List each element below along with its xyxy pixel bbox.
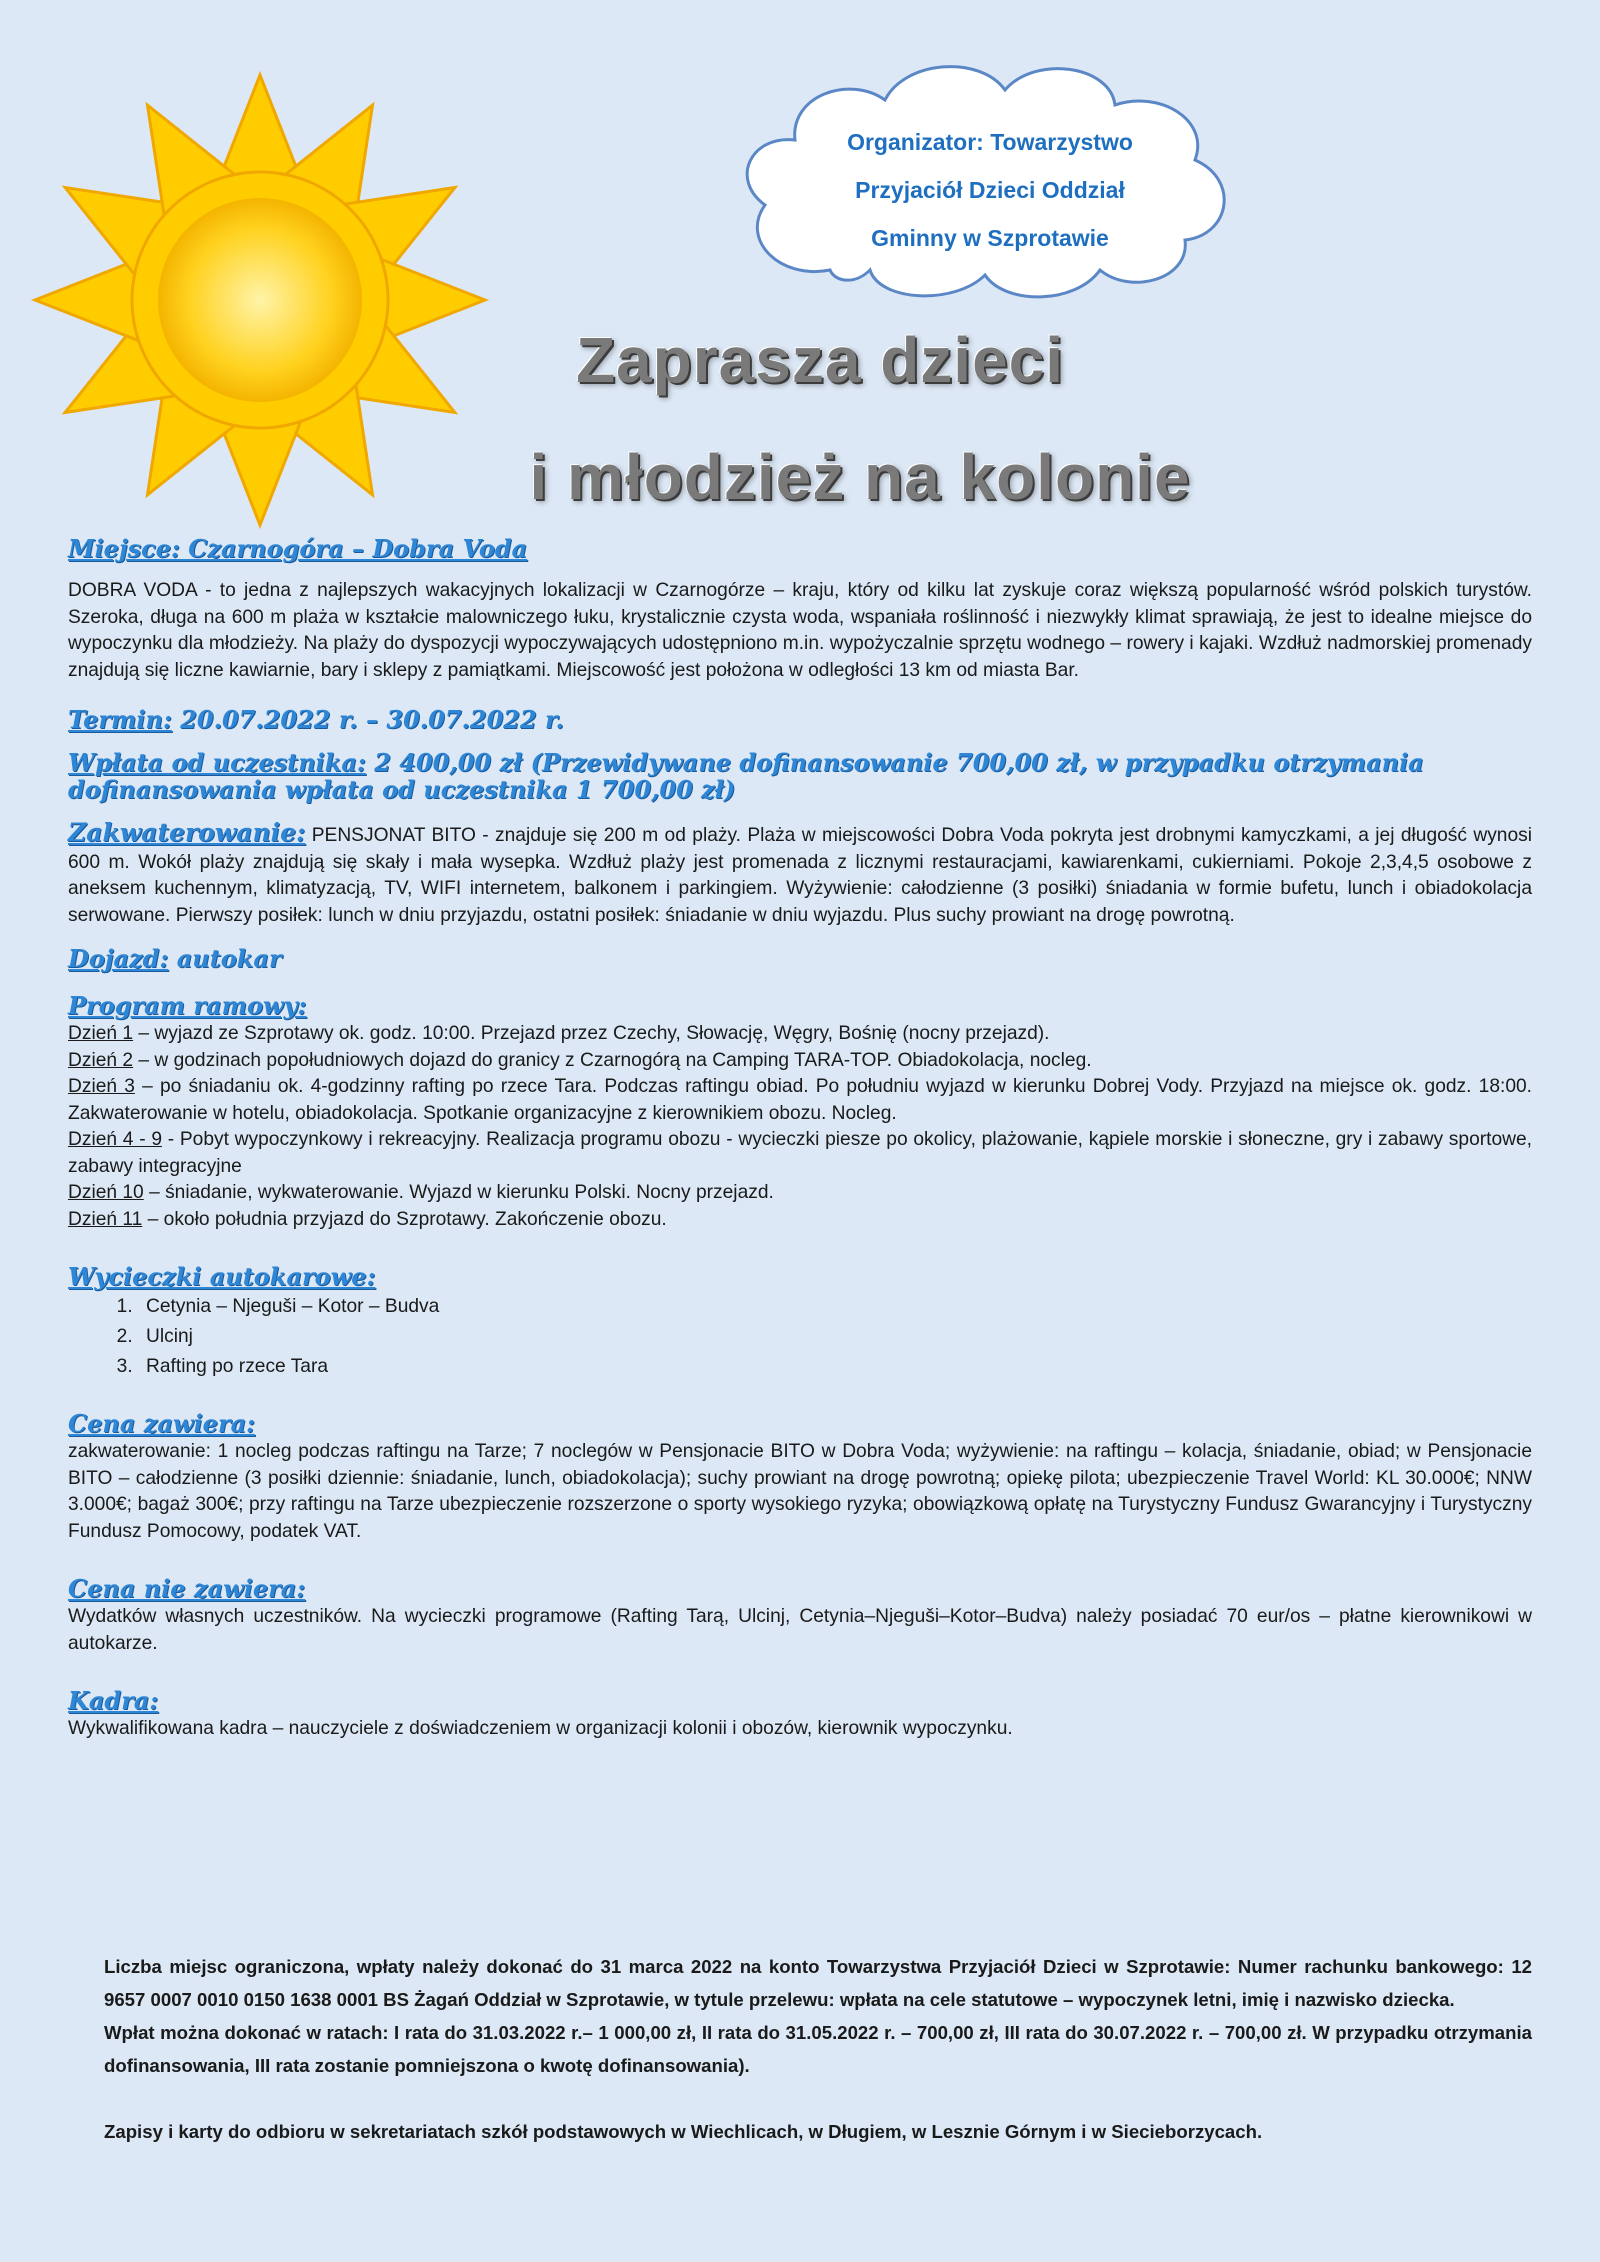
footer-payment-info: Liczba miejsc ograniczona, wpłaty należy dokonać do 31 marca 2022 na konto Towarzystwa Przyjaciół Dzieci w Szprotawie: Numer rachunku bankowego: 12 9657 0007 0010 0150 1638 0001 BS Żagań Oddział w Szprotawie, w tytule przelewu: wpłata na cele statutowe – wypoczynek letni, imię i nazwisko dziecka. bbox=[104, 1956, 1532, 2010]
sun-illustration bbox=[20, 60, 500, 540]
program-day-text: – po śniadaniu ok. 4-godzinny rafting po rzece Tara. Podczas raftingu obiad. Po południu wyjazd w kierunku Dobrej Vody. Przyjazd na miejsce ok. godz. 18:00. Zakwaterowanie w hotelu, obiadokolacja. Spotkanie organizacyjne z kierownikiem obozu. Nocleg. bbox=[68, 1076, 1533, 1124]
excludes-heading: Cena nie zawiera: bbox=[68, 1574, 306, 1603]
program-list bbox=[68, 1021, 1532, 1233]
program-day-text: – wyjazd ze Szprotawy ok. godz. 10:00. Przejazd przez Czechy, Słowację, Węgry, Bośnię (nocny przejazd). bbox=[133, 1023, 1050, 1044]
list-item: 3. Rafting po rzece Tara bbox=[138, 1352, 1532, 1382]
program-day-text: – około południa przyjazd do Szprotawy. Zakończenie obozu. bbox=[142, 1208, 667, 1230]
program-day-label: Dzień 11 bbox=[68, 1208, 143, 1230]
accommodation-text: PENSJONAT BITO - znajduje się 200 m od plaży. Plaża w miejscowości Dobra Voda pokryta jest drobnymi kamyczkami, a jej długość wynosi 600 m. Wokół plaży znajdują się skały i mała wysepka. Wzdłuż plaży jest promenada z licznymi restauracjami, kawiarenkami, cukierniami. Pokoje 2,3,4,5 osobowe z aneksem kuchennym, klimatyzacją, TV, WIFI internetem, balkonem i parkingiem. Wyżywienie: całodzienne (3 posiłki) śniadania w formie bufetu, lunch i obiadokolacja serwowane. Pierwszy posiłek: lunch w dniu przyjazdu, ostatni posiłek: śniadanie w dniu wyjazdu. Plus suchy prowiant na drogę powrotną. bbox=[68, 825, 1532, 926]
place-description: DOBRA VODA - to jedna z najlepszych wakacyjnych lokalizacji w Czarnogórze – kraju, który od kilku lat zyskuje coraz większą popularność wśród polskich turystów. Szeroka, długa na 600 m plaża w kształcie malowniczego łuku, krystalicznie czysta woda, wspaniała roślinność i niezwykły klimat sprawiają, że jest to idealne miejsce do wypoczynku dla młodzieży. Na plaży do dyspozycji wypoczywających udostępniono m.in. wypożyczalnie sprzętu wodnego – rowery i kajaki. Wzdłuż nadmorskiej promenady znajdują się liczne kawiarnie, bary i sklepy z pamiątkami. Miejscowość jest położona w odległości 13 km od miasta Bar. bbox=[68, 580, 1532, 681]
term-value: 20.07.2022 r. – 30.07.2022 r. bbox=[180, 705, 564, 734]
footer-installments: Wpłat można dokonać w ratach: I rata do 31.03.2022 r.– 1 000,00 zł, II rata do 31.05.2022 r. – 700,00 zł, III rata do 30.07.2022 r. – 700,00 zł. W przypadku otrzymania dofinansowania, III rata zostanie pomniejszona o kwotę dofinansowania). bbox=[104, 2022, 1532, 2076]
footer-registration: Zapisy i karty do odbioru w sekretariatach szkół podstawowych w Wiechlicach, w Długiem, w Lesznie Górnym i w Siecieborzycach. bbox=[104, 2121, 1263, 2142]
transport-value: autokar bbox=[176, 944, 282, 973]
excludes-text: Wydatków własnych uczestników. Na wycieczki programowe (Rafting Tarą, Ulcinj, Cetynia–Njeguši–Kotor–Budva) należy posiadać 70 eur/os – płatne kierownikowi w autokarze. bbox=[68, 1606, 1532, 1654]
staff-heading: Kadra: bbox=[68, 1686, 159, 1715]
program-day-label: Dzień 4 - 9 bbox=[68, 1129, 162, 1150]
program-day bbox=[68, 1021, 1532, 1048]
accommodation-label: Zakwaterowanie: bbox=[68, 818, 306, 847]
list-item: 1. Cetynia – Njeguši – Kotor – Budva bbox=[138, 1292, 1532, 1322]
trips-heading: Wycieczki autokarowe: bbox=[68, 1262, 376, 1291]
transport-heading bbox=[68, 945, 1532, 972]
program-day-text: - Pobyt wypoczynkowy i rekreacyjny. Realizacja programu obozu - wycieczki piesze po okolicy, plażowanie, kąpiele morskie i słoneczne, gry i zabawy sportowe, zabawy integracyjne bbox=[68, 1129, 1532, 1177]
payment-label: Wpłata od uczestnika: bbox=[68, 748, 366, 777]
program-day bbox=[68, 1207, 1532, 1234]
program-day bbox=[68, 1127, 1532, 1180]
program-day bbox=[68, 1180, 1532, 1207]
payment-value: 2 400,00 zł (Przewidywane dofinansowanie 700,00 zł, w przypadku otrzymania dofinansowania wpłata od uczestnika 1 700,00 zł) bbox=[68, 748, 1424, 804]
includes-text: zakwaterowanie: 1 nocleg podczas raftingu na Tarze; 7 noclegów w Pensjonacie BITO w Dobra Voda; wyżywienie: na raftingu – kolacja, śniadanie, obiad; w Pensjonacie BITO – całodzienne (3 posiłki dziennie: śniadanie, lunch, obiadokolacja); suchy prowiant na drogę powrotną; opiekę pilota; ubezpieczenie Travel World: KL 30.000€; NNW 3.000€; bagaż 300€; przy raftingu na Tarze ubezpieczenie rozszerzone o sporty wysokiego ryzyka; obowiązkową opłatę na Turystyczny Fundusz Gwarancyjny i Turystyczny Fundusz Pomocowy, podatek VAT. bbox=[68, 1441, 1532, 1542]
program-heading: Program ramowy: bbox=[68, 991, 307, 1020]
place-heading: Miejsce: Czarnogóra – Dobra Voda bbox=[68, 534, 528, 563]
page-title-line1: Zaprasza dzieci bbox=[575, 324, 1065, 396]
program-day-label: Dzień 3 bbox=[68, 1076, 135, 1097]
program-day bbox=[68, 1074, 1532, 1127]
program-day bbox=[68, 1048, 1532, 1075]
program-day-text: – w godzinach popołudniowych dojazd do granicy z Czarnogórą na Camping TARA-TOP. Obiadokolacja, nocleg. bbox=[133, 1049, 1092, 1071]
organizer-text bbox=[800, 118, 1180, 262]
staff-text: Wykwalifikowana kadra – nauczyciele z doświadczeniem w organizacji kolonii i obozów, kierownik wypoczynku. bbox=[68, 1718, 1013, 1739]
program-day-label: Dzień 10 bbox=[68, 1182, 144, 1203]
page-title-line2: i młodzież na kolonie bbox=[529, 441, 1191, 513]
program-day-text: – śniadanie, wykwaterowanie. Wyjazd w kierunku Polski. Nocny przejazd. bbox=[143, 1182, 774, 1203]
program-day-label: Dzień 1 bbox=[68, 1023, 134, 1044]
organizer-line: Organizator: Towarzystwo bbox=[847, 129, 1133, 155]
organizer-line: Przyjaciół Dzieci Oddział bbox=[855, 177, 1125, 203]
footer-notice bbox=[104, 1950, 1532, 2148]
main-content bbox=[68, 535, 1532, 1743]
payment-heading bbox=[68, 749, 1532, 803]
trips-list bbox=[68, 1292, 1532, 1382]
list-item: 2. Ulcinj bbox=[138, 1322, 1532, 1352]
accommodation-section bbox=[68, 819, 1532, 929]
includes-heading: Cena zawiera: bbox=[68, 1409, 256, 1438]
organizer-line: Gminny w Szprotawie bbox=[871, 225, 1109, 251]
program-day-label: Dzień 2 bbox=[68, 1049, 134, 1071]
term-heading bbox=[68, 706, 1532, 733]
transport-label: Dojazd: bbox=[68, 944, 169, 973]
term-label: Termin: bbox=[68, 705, 172, 734]
